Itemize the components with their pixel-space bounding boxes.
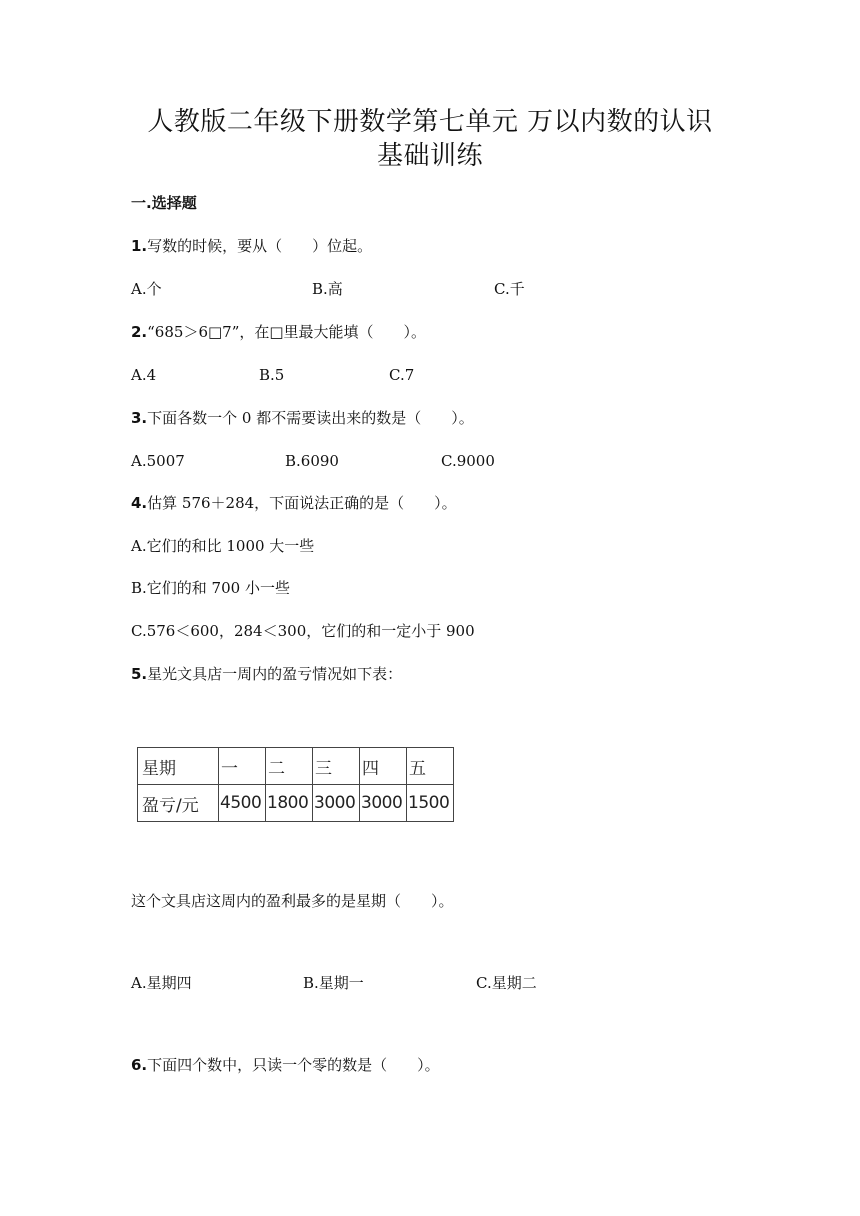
table-cell: 二: [266, 748, 313, 785]
option-b: B.高: [312, 280, 343, 298]
section-heading: 一.选择题: [131, 194, 197, 212]
table-header-row: [138, 748, 454, 785]
question-3: [131, 408, 474, 428]
question-6: [131, 1055, 440, 1075]
question-number: 1.: [131, 237, 148, 255]
question-number: 6.: [131, 1056, 148, 1074]
table-cell: 4500: [219, 785, 266, 822]
table-cell: 1800: [266, 785, 313, 822]
table-row: [138, 785, 454, 822]
table-cell: 1500: [407, 785, 454, 822]
option-a: A.星期四: [131, 974, 192, 992]
question-2: [131, 322, 426, 342]
table-cell: 四: [360, 748, 407, 785]
option-a: A.它们的和比 1000 大一些: [131, 537, 315, 555]
option-c: C.7: [389, 366, 415, 384]
option-a: A.5007: [131, 452, 185, 470]
option-b: B.6090: [285, 452, 339, 470]
table-cell: 五: [407, 748, 454, 785]
question-5: [131, 664, 402, 684]
table-cell: 星期: [138, 748, 219, 785]
question-number: 5.: [131, 665, 148, 683]
worksheet-title-line2: 基础训练: [376, 141, 483, 171]
option-c: C.576＜600，284＜300，它们的和一定小于 900: [131, 622, 475, 640]
table-cell: 3000: [313, 785, 360, 822]
profit-loss-table: [137, 747, 454, 822]
table-cell: 一: [219, 748, 266, 785]
question-number: 4.: [131, 494, 148, 512]
question-text: “685＞6□7”，在□里最大能填（ ）。: [147, 323, 427, 341]
option-c: C.9000: [441, 452, 495, 470]
table-cell: 盈亏/元: [138, 785, 219, 822]
option-c: C.星期二: [476, 974, 537, 992]
question-4: [131, 493, 457, 513]
option-a: A.个: [131, 280, 162, 298]
question-text: 写数的时候，要从（ ）位起。: [147, 237, 373, 255]
question-text: 估算 576＋284，下面说法正确的是（ ）。: [147, 494, 457, 512]
question-text: 下面各数一个 0 都不需要读出来的数是（ ）。: [147, 409, 474, 427]
option-b: B.星期一: [303, 974, 364, 992]
option-b: B.5: [259, 366, 285, 384]
table-cell: 三: [313, 748, 360, 785]
option-b: B.它们的和 700 小一些: [131, 579, 290, 597]
question-text: 星光文具店一周内的盈亏情况如下表：: [147, 665, 403, 683]
option-a: A.4: [131, 366, 157, 384]
question-number: 3.: [131, 409, 148, 427]
question-1: [131, 236, 372, 256]
worksheet-title-line1: 人教版二年级下册数学第七单元 万以内数的认识: [147, 107, 713, 137]
question-5-followup: 这个文具店这周内的盈利最多的是星期（ ）。: [131, 892, 454, 910]
option-c: C.千: [494, 280, 525, 298]
table-cell: 3000: [360, 785, 407, 822]
question-number: 2.: [131, 323, 148, 341]
question-text: 下面四个数中，只读一个零的数是（ ）。: [147, 1056, 440, 1074]
